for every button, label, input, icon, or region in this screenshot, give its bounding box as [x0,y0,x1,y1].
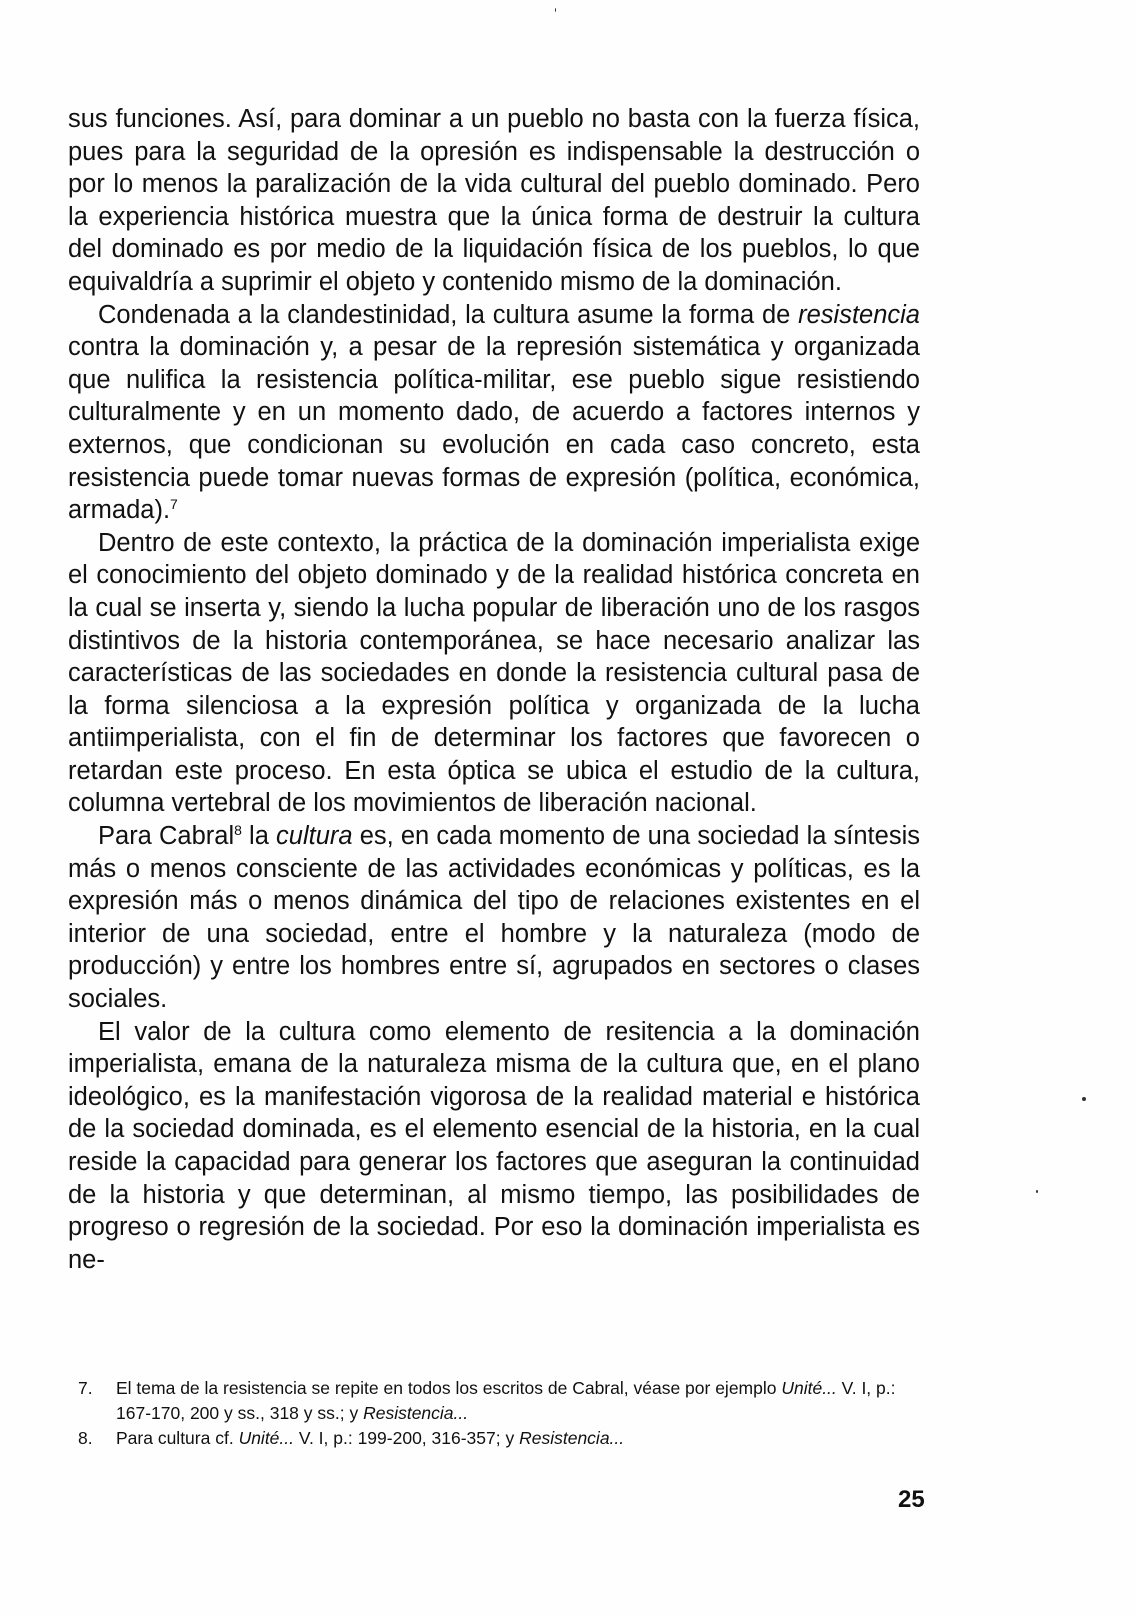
footnote-7-number: 7. [78,1378,93,1398]
page-number: 25 [898,1486,925,1513]
footnotes [78,1376,908,1451]
footnote-8-text-a: Para cultura cf. [116,1428,239,1448]
paragraph-2-text-b: contra la dominación y, a pesar de la represión sistemática y organizada que nulifica la resistencia política-militar, ese pueblo sigue resistiendo culturalmente y en un momento dado, de acuerdo a factores internos y externos, que condicionan su evolución en cada caso concreto, esta resistencia puede tomar nuevas formas de expresión (política, económica, armada). [68,333,920,525]
paragraph-2 [68,299,920,527]
footnote-8-text-b: V. I, p.: 199-200, 316-357; y [294,1428,520,1448]
paragraph-5-text: El valor de la cultura como elemento de resitencia a la dominación imperialista, emana de la naturaleza misma de la cultura que, en el plano ideológico, es la manifestación vigorosa de la realidad material e histórica de la sociedad dominada, es el elemento esencial de la historia, en la cual reside la capacidad para generar los factores que aseguran la continuidad de la historia y que determinan, al mismo tiempo, las posibilidades de progreso o regresión de la sociedad. Por eso la dominación imperialista es ne- [68,1017,920,1274]
footnote-7-text-a: El tema de la resistencia se repite en todos los escritos de Cabral, véase por ejemplo [116,1378,782,1398]
paragraph-4-text-b: la [241,822,277,851]
paragraph-4-italic: cultura [276,822,353,851]
paragraph-4-text-a: Para Cabral [98,822,235,851]
footnote-8-number: 8. [78,1428,93,1448]
footnote-7-italic-b: Resistencia... [363,1403,469,1423]
paragraph-2-text-a: Condenada a la clandestinidad, la cultura asume la forma de [98,300,799,329]
paragraph-4 [68,820,920,1016]
footnote-8-italic-a: Unité... [238,1428,295,1448]
footnote-7-text-b: V. I, p.: 167-170, 200 y ss., 318 y ss.; y [116,1378,896,1423]
scan-speck [1036,1190,1038,1193]
footnote-ref-8: 8 [234,822,242,839]
scan-speck [555,8,556,12]
footnote-7 [78,1376,908,1426]
footnote-7-italic-a: Unité... [781,1378,837,1398]
paragraph-3 [68,527,920,820]
paragraph-5 [68,1016,920,1277]
footnote-8-italic-b: Resistencia... [519,1428,625,1448]
scan-speck [1082,1097,1086,1101]
paragraph-1-text: sus funciones. Así, para dominar a un pueblo no basta con la fuerza física, pues para la seguridad de la opresión es indispensable la destrucción o por lo menos la paralización de la vida cultural del pueblo dominado. Pero la experiencia histórica muestra que la única forma de destruir la cultura del dominado es por medio de la liquidación física de los pueblos, lo que equivaldría a suprimir el objeto y contenido mismo de la dominación. [68,105,920,296]
paragraph-4-text-c: es, en cada momento de una sociedad la síntesis más o menos consciente de las actividades económicas y políticas, es la expresión más o menos dinámica del tipo de relaciones existentes en el interior de una sociedad, entre el hombre y la naturaleza (modo de producción) y entre los hombres entre sí, agrupados en sectores o clases sociales. [68,822,920,1014]
footnote-ref-7: 7 [170,496,178,513]
footnote-8 [78,1426,908,1451]
paragraph-1 [68,103,920,299]
paragraph-2-italic: resistencia [798,300,920,329]
body-text [68,103,920,1276]
paragraph-3-text: Dentro de este contexto, la práctica de la dominación imperialista exige el conocimiento del objeto dominado y de la realidad histórica concreta en la cual se inserta y, siendo la lucha popular de liberación uno de los rasgos distintivos de la historia contemporánea, se hace necesario analizar las características de las sociedades en donde la resistencia cultural pasa de la forma silenciosa a la expresión política y organizada de la lucha antiimperialista, con el fin de determinar los factores que favorecen o retardan este proceso. En esta óptica se ubica el estudio de la cultura, columna vertebral de los movimientos de liberación nacional. [68,528,920,818]
